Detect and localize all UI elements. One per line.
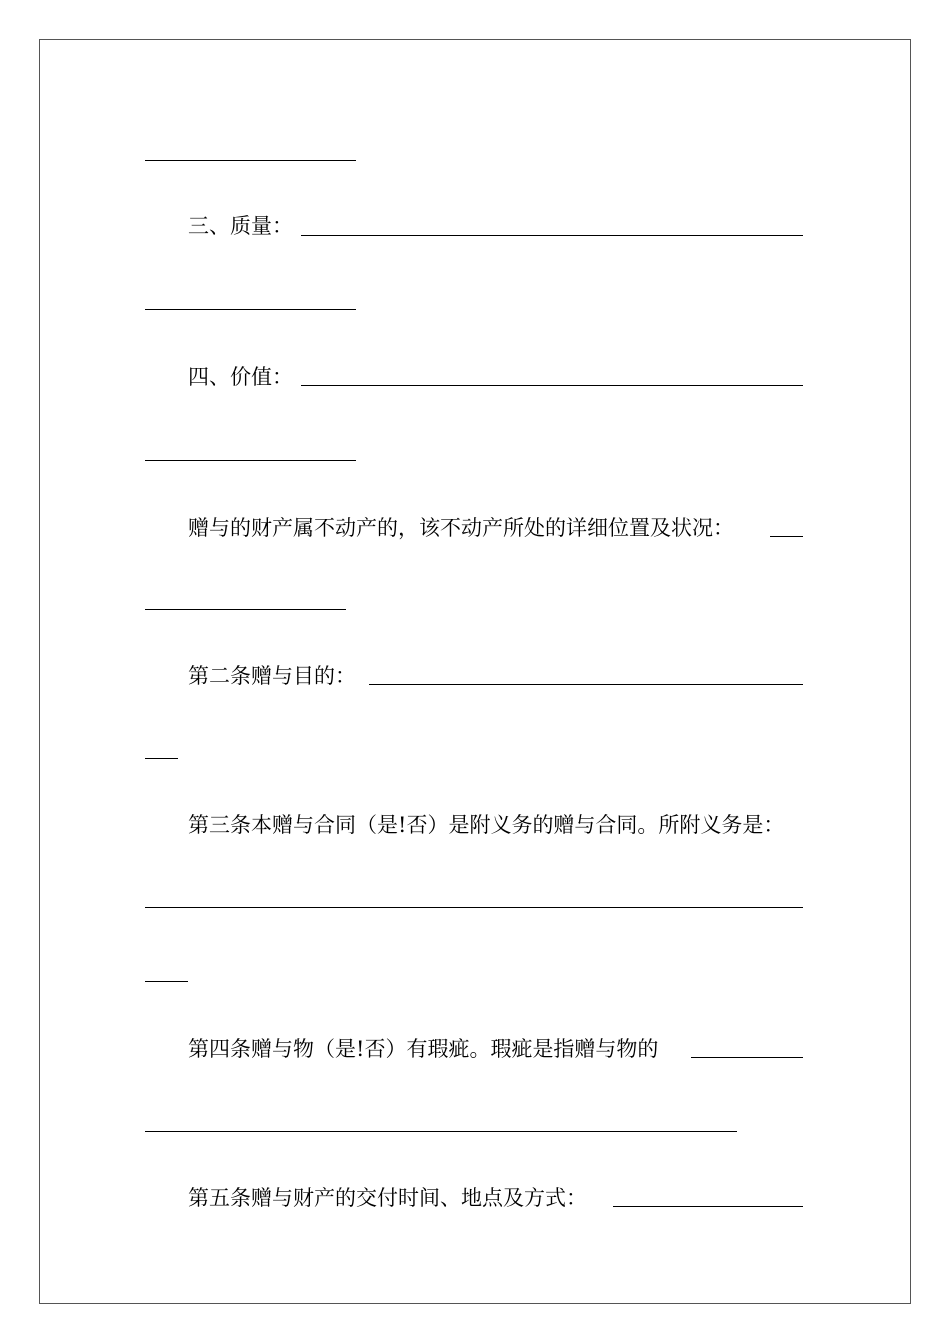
article2-blank-continuation[interactable] — [145, 758, 178, 759]
value-blank[interactable] — [301, 385, 803, 386]
article5-blank[interactable] — [613, 1206, 803, 1207]
article3-blank-continuation[interactable] — [145, 981, 188, 982]
real-estate-blank[interactable] — [770, 536, 803, 537]
article4-text: 第四条赠与物（是!否）有瑕疵。瑕疵是指赠与物的 — [188, 1037, 659, 1061]
article4-blank[interactable] — [691, 1057, 803, 1058]
quality-label: 三、质量： — [188, 214, 293, 238]
article5-label: 第五条赠与财产的交付时间、地点及方式： — [188, 1186, 587, 1210]
article3-text: 第三条本赠与合同（是!否）是附义务的赠与合同。所附义务是： — [188, 813, 785, 837]
page-frame — [39, 39, 911, 1304]
blank-line-continuation — [145, 160, 356, 161]
value-blank-continuation[interactable] — [145, 460, 356, 461]
article2-blank[interactable] — [369, 684, 803, 685]
article2-label: 第二条赠与目的： — [188, 664, 356, 688]
article3-blank[interactable] — [145, 907, 803, 908]
article4-blank-continuation[interactable] — [145, 1131, 737, 1132]
real-estate-blank-continuation[interactable] — [145, 609, 346, 610]
quality-blank-continuation[interactable] — [145, 309, 356, 310]
value-label: 四、价值： — [188, 365, 293, 389]
real-estate-label: 赠与的财产属不动产的，该不动产所处的详细位置及状况： — [188, 516, 734, 540]
quality-blank[interactable] — [301, 235, 803, 236]
